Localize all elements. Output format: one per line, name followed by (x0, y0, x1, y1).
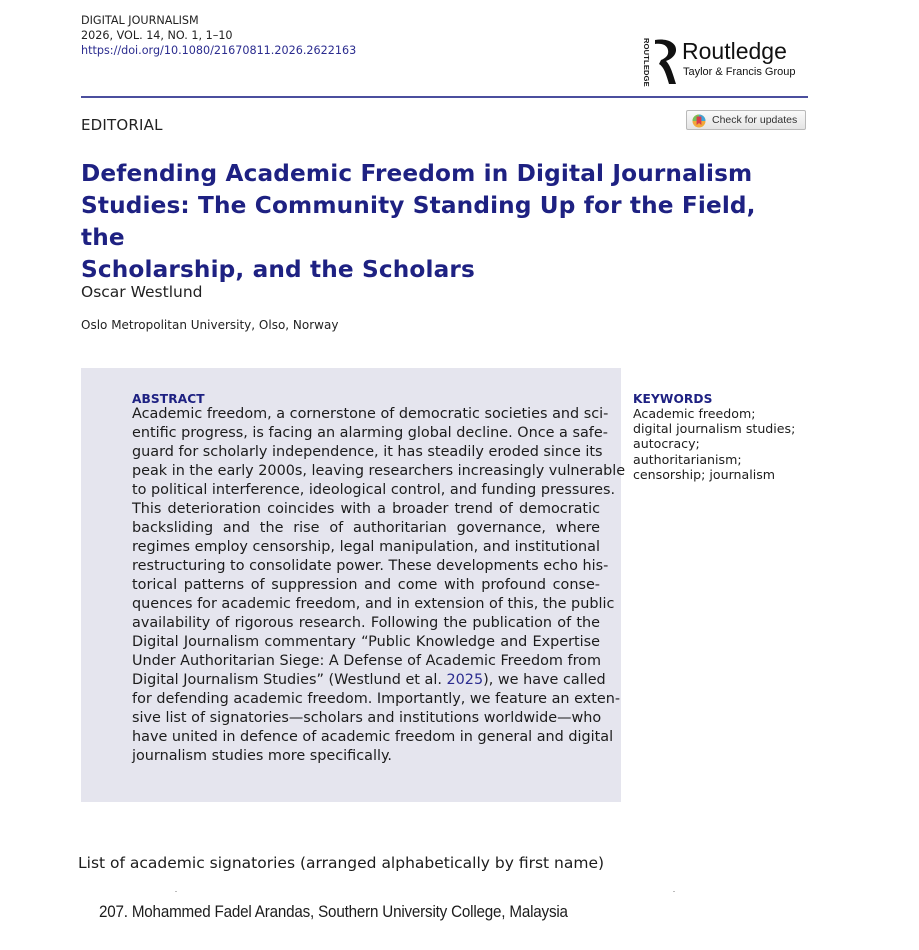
citation-link[interactable]: 2025 (446, 672, 484, 688)
publisher-brand: Routledge (682, 38, 787, 64)
abstract-line: journalism studies more specifically. (132, 748, 393, 764)
abstract-line: entific progress, is facing an alarming global decline. Once a safe- (132, 425, 608, 441)
journal-name: DIGITAL JOURNALISM (81, 14, 199, 27)
signatories-heading: List of academic signatories (arranged alphabetically by first name) (78, 854, 605, 872)
abstract-cite-line (132, 671, 606, 690)
scan-mark (175, 891, 177, 892)
doi-link[interactable]: https://doi.org/10.1080/21670811.2026.2622163 (81, 44, 357, 57)
logo-vertical-text: ROUTLEDGE (642, 38, 651, 87)
article-title (81, 158, 801, 286)
keyword: digital journalism studies; (633, 421, 796, 437)
abstract-line: guard for scholarly independence, it has steadily eroded since its (132, 444, 603, 460)
publisher-group: Taylor & Francis Group (683, 66, 796, 78)
keyword: censorship; journalism (633, 466, 776, 482)
crossmark-icon (692, 113, 706, 127)
abstract-line: sive list of signatories—scholars and institutions worldwide—who (132, 710, 602, 726)
abstract-line: quences for academic freedom, and in extension of this, the public (132, 596, 615, 612)
abstract-line: This deterioration coincides with a broader trend of democratic (132, 501, 600, 517)
abstract-cite-before: Digital Journalism Studies” (Westlund et al. (132, 672, 447, 688)
signatory-item: 207. Mohammed Fadel Arandas, Southern University College, Malaysia (99, 903, 568, 921)
journal-volume: 2026, VOL. 14, NO. 1, 1–10 (81, 29, 233, 42)
abstract-line: peak in the early 2000s, leaving researchers increasingly vulnerable (132, 463, 626, 479)
keywords-list (633, 406, 795, 482)
abstract-line: regimes employ censorship, legal manipulation, and institutional (132, 539, 600, 555)
article-type: EDITORIAL (81, 116, 163, 134)
abstract-line: have united in defence of academic freedom in general and digital (132, 729, 614, 745)
abstract-line: torical patterns of suppression and come with profound conse- (132, 577, 600, 593)
abstract-line: availability of rigorous research. Following the publication of the (132, 615, 600, 631)
header-divider (81, 96, 808, 98)
keyword: Academic freedom; (633, 406, 756, 421)
title-line: Defending Academic Freedom in Digital Journalism (81, 160, 753, 187)
abstract-line: to political interference, ideological control, and funding pressures. (132, 482, 616, 498)
keywords-heading: KEYWORDS (633, 392, 713, 406)
abstract-line: backsliding and the rise of authoritarian governance, where (132, 520, 600, 536)
abstract-line: Digital Journalism commentary “Public Knowledge and Expertise (132, 634, 600, 650)
check-for-updates-button[interactable] (686, 110, 806, 130)
scan-mark (673, 891, 675, 892)
abstract-line: Academic freedom, a cornerstone of democratic societies and sci- (132, 406, 609, 422)
author-name[interactable]: Oscar Westlund (81, 283, 203, 301)
abstract-line: for defending academic freedom. Importantly, we feature an exten- (132, 691, 621, 707)
title-line: Studies: The Community Standing Up for the Field, the (81, 192, 756, 251)
keyword: authoritarianism; (633, 451, 742, 467)
check-for-updates-label: Check for updates (712, 114, 798, 126)
routledge-r-icon (652, 38, 680, 86)
journal-meta (81, 13, 356, 58)
author-affiliation: Oslo Metropolitan University, Olso, Norway (81, 318, 339, 332)
title-line: Scholarship, and the Scholars (81, 256, 475, 283)
keyword: autocracy; (633, 436, 700, 452)
abstract-heading: ABSTRACT (132, 392, 205, 406)
abstract-line: Under Authoritarian Siege: A Defense of Academic Freedom from (132, 653, 602, 669)
abstract-text (132, 405, 626, 766)
publisher-logo (640, 36, 815, 88)
abstract-cite-after: ), we have called (483, 672, 606, 688)
abstract-line: restructuring to consolidate power. These developments echo his- (132, 558, 609, 574)
